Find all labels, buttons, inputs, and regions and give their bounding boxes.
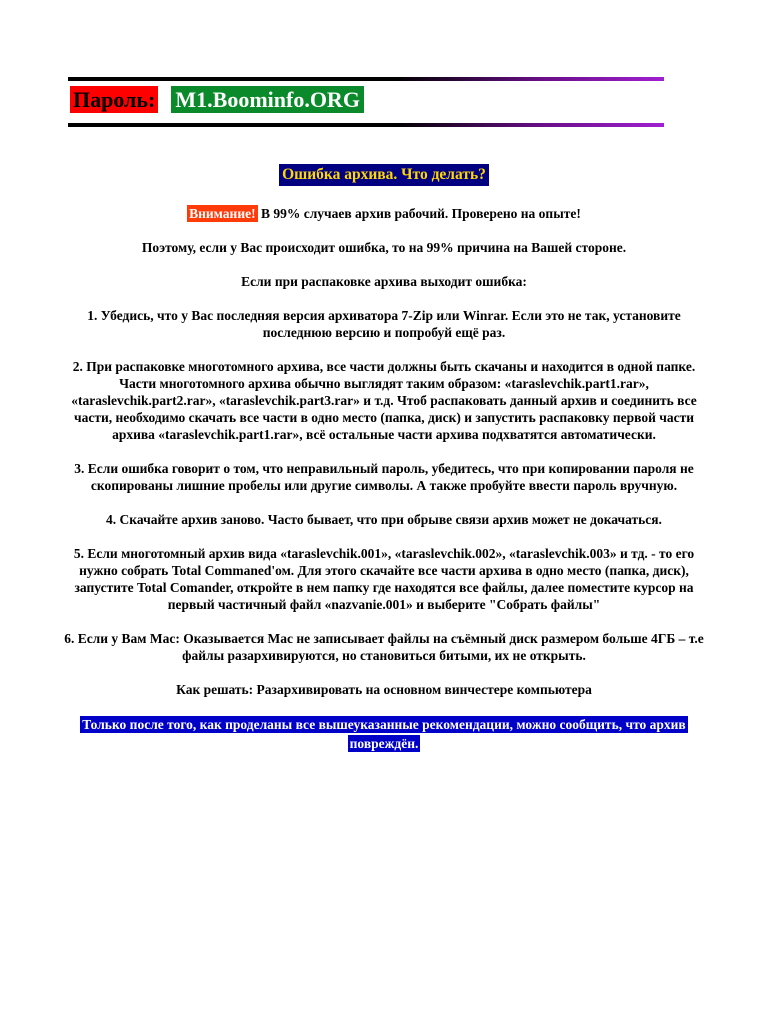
header-bottom-divider xyxy=(68,123,664,127)
password-header xyxy=(70,86,364,113)
solution-paragraph: Как решать: Разархивировать на основном винчестере компьютера xyxy=(176,682,592,697)
page-title: Ошибка архива. Что делать? xyxy=(279,164,489,186)
password-value: M1.Boominfo.ORG xyxy=(171,86,364,113)
step-1: 1. Убедись, что у Вас последняя версия архиватора 7-Zip или Winrar. Если это не так, установите последнюю версию и попробуй ещё раз. xyxy=(87,308,681,340)
step-6: 6. Если у Вам Mac: Оказывается Mac не записывает файлы на съёмный диск размером больше 4ГБ – т.е файлы разархивируются, но становиться битыми, их не открыть. xyxy=(64,631,704,663)
final-note: Только после того, как проделаны все вышеуказанные рекомендации, можно сообщить, что архив повреждён. xyxy=(82,717,686,751)
warning-badge: Внимание! xyxy=(189,206,256,221)
intro-paragraph: Если при распаковке архива выходит ошибка: xyxy=(241,274,527,289)
step-4: 4. Скачайте архив заново. Часто бывает, что при обрыве связи архив может не докачаться. xyxy=(106,512,662,527)
cause-paragraph: Поэтому, если у Вас происходит ошибка, то на 99% причина на Вашей стороне. xyxy=(141,240,627,255)
step-3: 3. Если ошибка говорит о том, что неправильный пароль, убедитесь, что при копировании пароля не скопированы лишние пробелы или другие символы. А также пробуйте ввести пароль вручную. xyxy=(74,461,694,493)
header-top-divider xyxy=(68,77,664,81)
warning-paragraph xyxy=(62,205,706,222)
final-note-paragraph xyxy=(62,715,706,753)
title-block xyxy=(62,164,706,186)
document-body xyxy=(62,164,706,770)
warning-text: В 99% случаев архив рабочий. Проверено на опыте! xyxy=(257,206,581,221)
step-5: 5. Если многотомный архив вида «taraslevchik.001», «taraslevchik.002», «taraslevchik.003» и тд. - то его нужно собрать Total Commaned'ом. Для этого скачайте все части архива в одно место (папка, диск), запустите Total Comander, откройте в нем папку где находятся все файлы, далее поместите курсор на первый частичный файл «nazvanie.001» и выберите "Собрать файлы" xyxy=(73,546,695,612)
password-label: Пароль: xyxy=(70,86,158,113)
step-2: 2. При распаковке многотомного архива, все части должны быть скачаны и находится в одной папке. Части многотомного архива обычно выглядят таким образом: «taraslevchik.part1.rar», «taraslevchik.part2.rar», «taraslevchik.part3.rar» и т.д. Чтоб распаковать данный архив и соединить все части, необходимо скачать все части в одно место (папка, диск) и запустить распаковку первой части архива «taraslevchik.part1.rar», всё остальные части архива подхватятся автоматически. xyxy=(71,359,697,442)
